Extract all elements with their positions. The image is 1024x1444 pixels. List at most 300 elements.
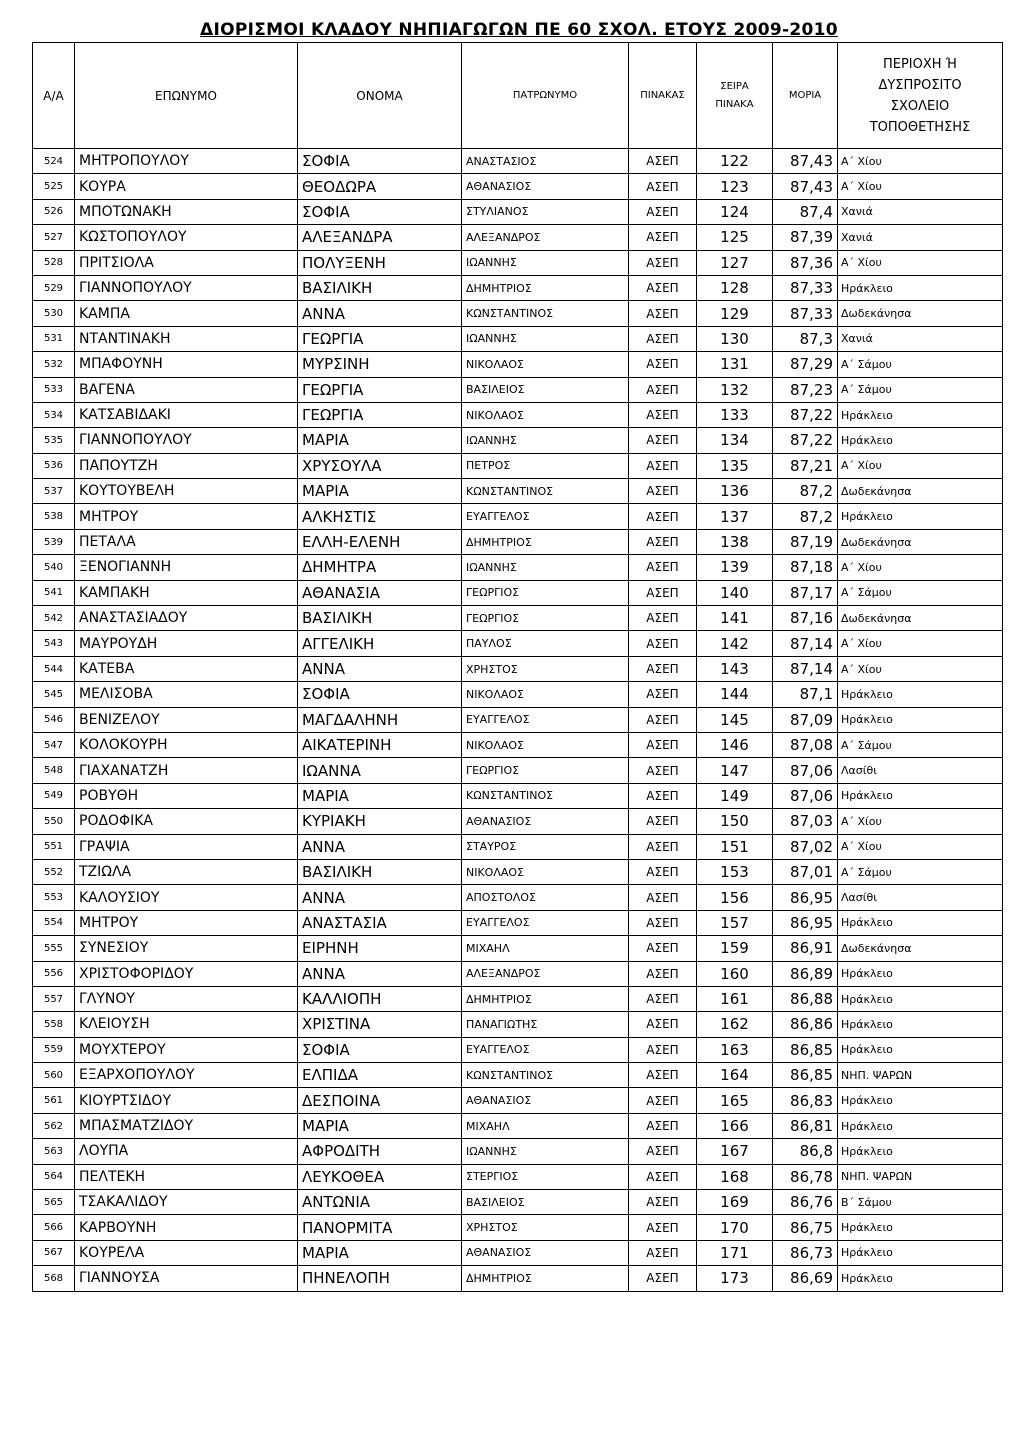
cell-table: ΑΣΕΠ	[629, 301, 697, 326]
cell-series: 127	[697, 250, 773, 275]
cell-aa: 567	[33, 1240, 75, 1265]
cell-aa: 527	[33, 225, 75, 250]
cell-aa: 533	[33, 377, 75, 402]
table-row	[33, 555, 1003, 580]
cell-aa: 551	[33, 834, 75, 859]
cell-table: ΑΣΕΠ	[629, 1139, 697, 1164]
cell-surname: ΜΠΑΦΟΥΝΗ	[75, 352, 298, 377]
cell-series: 171	[697, 1240, 773, 1265]
cell-firstname: ΔΕΣΠΟΙΝΑ	[298, 1088, 462, 1113]
cell-aa: 557	[33, 986, 75, 1011]
cell-firstname: ΕΙΡΗΝΗ	[298, 936, 462, 961]
cell-area: Α΄ Χίου	[838, 809, 1003, 834]
cell-firstname: ΜΥΡΣΙΝΗ	[298, 352, 462, 377]
cell-surname: ΓΙΑΧΑΝΑΤΖΗ	[75, 758, 298, 783]
cell-area: Α΄ Χίου	[838, 149, 1003, 174]
cell-firstname: ΒΑΣΙΛΙΚΗ	[298, 606, 462, 631]
cell-area: Α΄ Σάμου	[838, 580, 1003, 605]
cell-surname: ΚΑΤΣΑΒΙΔΑΚΙ	[75, 402, 298, 427]
cell-surname: ΧΡΙΣΤΟΦΟΡΙΔΟΥ	[75, 961, 298, 986]
cell-father: ΓΕΩΡΓΙΟΣ	[462, 758, 629, 783]
cell-aa: 554	[33, 910, 75, 935]
cell-area: Ηράκλειο	[838, 504, 1003, 529]
cell-points: 87,2	[773, 504, 838, 529]
table-row	[33, 1139, 1003, 1164]
table-row	[33, 1088, 1003, 1113]
cell-table: ΑΣΕΠ	[629, 606, 697, 631]
table-body	[33, 149, 1003, 1292]
cell-firstname: ΜΑΡΙΑ	[298, 479, 462, 504]
cell-father: ΑΘΑΝΑΣΙΟΣ	[462, 809, 629, 834]
cell-firstname: ΘΕΟΔΩΡΑ	[298, 174, 462, 199]
cell-points: 87,1	[773, 682, 838, 707]
cell-table: ΑΣΕΠ	[629, 910, 697, 935]
header-region-line4: ΤΟΠΟΘΕΤΗΣΗΣ	[869, 119, 971, 135]
cell-series: 160	[697, 961, 773, 986]
cell-firstname: ΑΝΝΑ	[298, 885, 462, 910]
cell-table: ΑΣΕΠ	[629, 428, 697, 453]
cell-firstname: ΑΦΡΟΔΙΤΗ	[298, 1139, 462, 1164]
cell-surname: ΤΖΙΩΛΑ	[75, 859, 298, 884]
cell-surname: ΓΙΑΝΝΟΥΣΑ	[75, 1266, 298, 1291]
cell-firstname: ΣΟΦΙΑ	[298, 682, 462, 707]
cell-series: 161	[697, 986, 773, 1011]
cell-firstname: ΣΟΦΙΑ	[298, 149, 462, 174]
cell-series: 165	[697, 1088, 773, 1113]
cell-points: 87,43	[773, 149, 838, 174]
cell-firstname: ΕΛΛΗ-ΕΛΕΝΗ	[298, 529, 462, 554]
table-row	[33, 758, 1003, 783]
table-row	[33, 428, 1003, 453]
header-region-line1: ΠΕΡΙΟΧΗ Ή	[882, 56, 958, 72]
table-row	[33, 377, 1003, 402]
cell-firstname: ΑΘΑΝΑΣΙΑ	[298, 580, 462, 605]
cell-father: ΠΕΤΡΟΣ	[462, 453, 629, 478]
cell-series: 164	[697, 1063, 773, 1088]
cell-points: 87,21	[773, 453, 838, 478]
cell-area: Ηράκλειο	[838, 986, 1003, 1011]
cell-table: ΑΣΕΠ	[629, 149, 697, 174]
cell-aa: 565	[33, 1190, 75, 1215]
cell-points: 86,86	[773, 1012, 838, 1037]
cell-area: Ηράκλειο	[838, 402, 1003, 427]
cell-father: ΚΩΝΣΤΑΝΤΙΝΟΣ	[462, 479, 629, 504]
cell-firstname: ΜΑΡΙΑ	[298, 1113, 462, 1138]
cell-aa: 543	[33, 631, 75, 656]
cell-aa: 526	[33, 199, 75, 224]
cell-table: ΑΣΕΠ	[629, 174, 697, 199]
cell-father: ΜΙΧΑΗΛ	[462, 1113, 629, 1138]
cell-surname: ΡΟΔΟΦΙΚΑ	[75, 809, 298, 834]
cell-aa: 552	[33, 859, 75, 884]
cell-firstname: ΠΑΝΟΡΜΙΤΑ	[298, 1215, 462, 1240]
cell-table: ΑΣΕΠ	[629, 326, 697, 351]
cell-aa: 550	[33, 809, 75, 834]
cell-aa: 558	[33, 1012, 75, 1037]
cell-aa: 555	[33, 936, 75, 961]
cell-area: Α΄ Χίου	[838, 631, 1003, 656]
cell-area: Ηράκλειο	[838, 1012, 1003, 1037]
cell-series: 149	[697, 783, 773, 808]
cell-table: ΑΣΕΠ	[629, 1012, 697, 1037]
cell-table: ΑΣΕΠ	[629, 1113, 697, 1138]
cell-firstname: ΚΥΡΙΑΚΗ	[298, 809, 462, 834]
header-surname: ΕΠΩΝΥΜΟ	[75, 43, 298, 149]
cell-area: Α΄ Χίου	[838, 656, 1003, 681]
cell-points: 86,95	[773, 910, 838, 935]
cell-area: Δωδεκάνησα	[838, 479, 1003, 504]
table-row	[33, 149, 1003, 174]
cell-surname: ΠΕΛΤΕΚΗ	[75, 1164, 298, 1189]
cell-area: Α΄ Σάμου	[838, 377, 1003, 402]
cell-points: 86,85	[773, 1037, 838, 1062]
cell-table: ΑΣΕΠ	[629, 732, 697, 757]
cell-area: Δωδεκάνησα	[838, 301, 1003, 326]
cell-firstname: ΑΝΝΑ	[298, 656, 462, 681]
cell-father: ΠΑΝΑΓΙΩΤΗΣ	[462, 1012, 629, 1037]
cell-aa: 532	[33, 352, 75, 377]
cell-series: 168	[697, 1164, 773, 1189]
cell-father: ΜΙΧΑΗΛ	[462, 936, 629, 961]
cell-surname: ΚΟΛΟΚΟΥΡΗ	[75, 732, 298, 757]
cell-surname: ΓΙΑΝΝΟΠΟΥΛΟΥ	[75, 428, 298, 453]
cell-points: 87,16	[773, 606, 838, 631]
cell-table: ΑΣΕΠ	[629, 859, 697, 884]
cell-aa: 545	[33, 682, 75, 707]
cell-area: Α΄ Σάμου	[838, 732, 1003, 757]
cell-firstname: ΜΑΡΙΑ	[298, 1240, 462, 1265]
cell-firstname: ΑΝΤΩΝΙΑ	[298, 1190, 462, 1215]
cell-father: ΙΩΑΝΝΗΣ	[462, 326, 629, 351]
cell-area: Ηράκλειο	[838, 783, 1003, 808]
cell-father: ΚΩΝΣΤΑΝΤΙΝΟΣ	[462, 301, 629, 326]
cell-points: 87,3	[773, 326, 838, 351]
cell-firstname: ΑΙΚΑΤΕΡΙΝΗ	[298, 732, 462, 757]
table-row	[33, 301, 1003, 326]
header-father: ΠΑΤΡΩΝΥΜΟ	[462, 43, 629, 149]
cell-series: 166	[697, 1113, 773, 1138]
cell-table: ΑΣΕΠ	[629, 707, 697, 732]
cell-area: Ηράκλειο	[838, 1037, 1003, 1062]
cell-table: ΑΣΕΠ	[629, 1240, 697, 1265]
table-row	[33, 682, 1003, 707]
cell-series: 141	[697, 606, 773, 631]
cell-aa: 536	[33, 453, 75, 478]
cell-area: Λασίθι	[838, 758, 1003, 783]
cell-surname: ΠΡΙΤΣΙΟΛΑ	[75, 250, 298, 275]
cell-area: Ηράκλειο	[838, 275, 1003, 300]
table-row	[33, 1012, 1003, 1037]
cell-father: ΝΙΚΟΛΑΟΣ	[462, 732, 629, 757]
cell-firstname: ΧΡΥΣΟΥΛΑ	[298, 453, 462, 478]
cell-aa: 561	[33, 1088, 75, 1113]
table-row	[33, 986, 1003, 1011]
cell-series: 139	[697, 555, 773, 580]
table-row	[33, 1164, 1003, 1189]
cell-area: Ηράκλειο	[838, 428, 1003, 453]
cell-father: ΑΝΑΣΤΑΣΙΟΣ	[462, 149, 629, 174]
cell-points: 87,06	[773, 758, 838, 783]
cell-series: 163	[697, 1037, 773, 1062]
cell-aa: 537	[33, 479, 75, 504]
cell-surname: ΓΡΑΨΙΑ	[75, 834, 298, 859]
cell-area: Ηράκλειο	[838, 1088, 1003, 1113]
cell-aa: 524	[33, 149, 75, 174]
cell-series: 167	[697, 1139, 773, 1164]
cell-surname: ΚΟΥΡΑ	[75, 174, 298, 199]
cell-points: 87,43	[773, 174, 838, 199]
table-row	[33, 1190, 1003, 1215]
cell-area: Χανιά	[838, 326, 1003, 351]
cell-surname: ΠΑΠΟΥΤΖΗ	[75, 453, 298, 478]
header-region-line2: ΔΥΣΠΡΟΣΙΤΟ	[878, 77, 962, 93]
cell-points: 86,85	[773, 1063, 838, 1088]
cell-father: ΑΘΑΝΑΣΙΟΣ	[462, 1240, 629, 1265]
cell-table: ΑΣΕΠ	[629, 783, 697, 808]
cell-father: ΧΡΗΣΤΟΣ	[462, 656, 629, 681]
cell-father: ΚΩΝΣΤΑΝΤΙΝΟΣ	[462, 783, 629, 808]
cell-series: 144	[697, 682, 773, 707]
cell-points: 87,08	[773, 732, 838, 757]
cell-series: 157	[697, 910, 773, 935]
cell-series: 153	[697, 859, 773, 884]
cell-father: ΝΙΚΟΛΑΟΣ	[462, 682, 629, 707]
cell-firstname: ΔΗΜΗΤΡΑ	[298, 555, 462, 580]
cell-father: ΑΛΕΞΑΝΔΡΟΣ	[462, 225, 629, 250]
table-row	[33, 936, 1003, 961]
cell-area: Δωδεκάνησα	[838, 529, 1003, 554]
cell-points: 87,23	[773, 377, 838, 402]
cell-points: 86,69	[773, 1266, 838, 1291]
cell-points: 87,18	[773, 555, 838, 580]
cell-aa: 548	[33, 758, 75, 783]
table-row	[33, 199, 1003, 224]
cell-points: 86,78	[773, 1164, 838, 1189]
cell-firstname: ΜΑΡΙΑ	[298, 783, 462, 808]
cell-surname: ΒΑΓΕΝΑ	[75, 377, 298, 402]
cell-father: ΔΗΜΗΤΡΙΟΣ	[462, 986, 629, 1011]
cell-firstname: ΛΕΥΚΟΘΕΑ	[298, 1164, 462, 1189]
cell-aa: 529	[33, 275, 75, 300]
cell-surname: ΚΛΕΙΟΥΣΗ	[75, 1012, 298, 1037]
table-row	[33, 809, 1003, 834]
cell-area: Χανιά	[838, 225, 1003, 250]
header-series	[697, 43, 773, 149]
cell-surname: ΚΙΟΥΡΤΣΙΔΟΥ	[75, 1088, 298, 1113]
cell-aa: 547	[33, 732, 75, 757]
cell-aa: 530	[33, 301, 75, 326]
cell-table: ΑΣΕΠ	[629, 885, 697, 910]
cell-table: ΑΣΕΠ	[629, 555, 697, 580]
cell-firstname: ΒΑΣΙΛΙΚΗ	[298, 859, 462, 884]
cell-father: ΒΑΣΙΛΕΙΟΣ	[462, 1190, 629, 1215]
cell-aa: 534	[33, 402, 75, 427]
cell-points: 87,06	[773, 783, 838, 808]
cell-series: 129	[697, 301, 773, 326]
cell-area: ΝΗΠ. ΨΑΡΩΝ	[838, 1063, 1003, 1088]
cell-series: 130	[697, 326, 773, 351]
cell-table: ΑΣΕΠ	[629, 504, 697, 529]
cell-series: 124	[697, 199, 773, 224]
cell-father: ΚΩΝΣΤΑΝΤΙΝΟΣ	[462, 1063, 629, 1088]
cell-points: 86,8	[773, 1139, 838, 1164]
cell-table: ΑΣΕΠ	[629, 529, 697, 554]
table-row	[33, 1240, 1003, 1265]
cell-surname: ΓΙΑΝΝΟΠΟΥΛΟΥ	[75, 275, 298, 300]
cell-firstname: ΑΝΝΑ	[298, 834, 462, 859]
cell-surname: ΓΛΥΝΟΥ	[75, 986, 298, 1011]
table-row	[33, 174, 1003, 199]
cell-table: ΑΣΕΠ	[629, 352, 697, 377]
cell-points: 87,14	[773, 656, 838, 681]
cell-father: ΓΕΩΡΓΙΟΣ	[462, 580, 629, 605]
cell-table: ΑΣΕΠ	[629, 834, 697, 859]
cell-table: ΑΣΕΠ	[629, 656, 697, 681]
table-row	[33, 1113, 1003, 1138]
cell-points: 87,36	[773, 250, 838, 275]
cell-father: ΣΤΥΛΙΑΝΟΣ	[462, 199, 629, 224]
cell-surname: ΜΟΥΧΤΕΡΟΥ	[75, 1037, 298, 1062]
cell-series: 170	[697, 1215, 773, 1240]
table-row	[33, 783, 1003, 808]
table-row	[33, 1215, 1003, 1240]
cell-father: ΒΑΣΙΛΕΙΟΣ	[462, 377, 629, 402]
header-series-line2: ΠΙΝΑΚΑ	[715, 98, 754, 110]
cell-area: Λασίθι	[838, 885, 1003, 910]
cell-surname: ΤΣΑΚΑΛΙΔΟΥ	[75, 1190, 298, 1215]
cell-aa: 549	[33, 783, 75, 808]
cell-firstname: ΕΛΠΙΔΑ	[298, 1063, 462, 1088]
cell-father: ΑΠΟΣΤΟΛΟΣ	[462, 885, 629, 910]
cell-father: ΔΗΜΗΤΡΙΟΣ	[462, 529, 629, 554]
table-row	[33, 479, 1003, 504]
cell-series: 133	[697, 402, 773, 427]
cell-points: 87,19	[773, 529, 838, 554]
cell-area: Α΄ Χίου	[838, 250, 1003, 275]
cell-surname: ΒΕΝΙΖΕΛΟΥ	[75, 707, 298, 732]
cell-table: ΑΣΕΠ	[629, 631, 697, 656]
cell-table: ΑΣΕΠ	[629, 1190, 697, 1215]
cell-aa: 541	[33, 580, 75, 605]
cell-series: 143	[697, 656, 773, 681]
cell-aa: 528	[33, 250, 75, 275]
cell-surname: ΚΩΣΤΟΠΟΥΛΟΥ	[75, 225, 298, 250]
cell-aa: 535	[33, 428, 75, 453]
cell-aa: 546	[33, 707, 75, 732]
cell-father: ΔΗΜΗΤΡΙΟΣ	[462, 275, 629, 300]
cell-father: ΙΩΑΝΝΗΣ	[462, 250, 629, 275]
cell-series: 159	[697, 936, 773, 961]
cell-points: 86,75	[773, 1215, 838, 1240]
cell-area: Α΄ Σάμου	[838, 859, 1003, 884]
cell-father: ΑΘΑΝΑΣΙΟΣ	[462, 174, 629, 199]
cell-points: 87,17	[773, 580, 838, 605]
cell-series: 151	[697, 834, 773, 859]
cell-surname: ΚΑΛΟΥΣΙΟΥ	[75, 885, 298, 910]
cell-firstname: ΙΩΑΝΝΑ	[298, 758, 462, 783]
cell-father: ΣΤΑΥΡΟΣ	[462, 834, 629, 859]
cell-table: ΑΣΕΠ	[629, 1037, 697, 1062]
cell-father: ΧΡΗΣΤΟΣ	[462, 1215, 629, 1240]
table-row	[33, 859, 1003, 884]
cell-surname: ΚΑΡΒΟΥΝΗ	[75, 1215, 298, 1240]
cell-series: 147	[697, 758, 773, 783]
table-row	[33, 352, 1003, 377]
cell-surname: ΜΑΥΡΟΥΔΗ	[75, 631, 298, 656]
table-row	[33, 250, 1003, 275]
cell-firstname: ΠΟΛΥΞΕΝΗ	[298, 250, 462, 275]
cell-area: Ηράκλειο	[838, 961, 1003, 986]
header-points: ΜΟΡΙΑ	[773, 43, 838, 149]
cell-points: 87,09	[773, 707, 838, 732]
header-row	[33, 43, 1003, 149]
cell-area: Χανιά	[838, 199, 1003, 224]
cell-father: ΝΙΚΟΛΑΟΣ	[462, 352, 629, 377]
cell-area: Α΄ Χίου	[838, 834, 1003, 859]
cell-series: 173	[697, 1266, 773, 1291]
cell-series: 140	[697, 580, 773, 605]
cell-points: 87,02	[773, 834, 838, 859]
cell-area: Ηράκλειο	[838, 1215, 1003, 1240]
cell-series: 156	[697, 885, 773, 910]
header-firstname: ΟΝΟΜΑ	[298, 43, 462, 149]
cell-father: ΝΙΚΟΛΑΟΣ	[462, 402, 629, 427]
cell-series: 132	[697, 377, 773, 402]
cell-surname: ΡΟΒΥΘΗ	[75, 783, 298, 808]
cell-series: 150	[697, 809, 773, 834]
cell-points: 87,29	[773, 352, 838, 377]
cell-firstname: ΑΝΝΑ	[298, 301, 462, 326]
cell-series: 123	[697, 174, 773, 199]
cell-surname: ΛΟΥΠΑ	[75, 1139, 298, 1164]
cell-table: ΑΣΕΠ	[629, 986, 697, 1011]
cell-aa: 559	[33, 1037, 75, 1062]
cell-table: ΑΣΕΠ	[629, 1063, 697, 1088]
cell-surname: ΚΑΜΠΑ	[75, 301, 298, 326]
cell-table: ΑΣΕΠ	[629, 250, 697, 275]
table-row	[33, 885, 1003, 910]
cell-points: 86,95	[773, 885, 838, 910]
cell-points: 87,14	[773, 631, 838, 656]
cell-aa: 560	[33, 1063, 75, 1088]
cell-points: 86,91	[773, 936, 838, 961]
cell-father: ΙΩΑΝΝΗΣ	[462, 1139, 629, 1164]
cell-father: ΕΥΑΓΓΕΛΟΣ	[462, 504, 629, 529]
cell-father: ΕΥΑΓΓΕΛΟΣ	[462, 910, 629, 935]
header-series-line1: ΣΕΙΡΑ	[720, 80, 749, 92]
table-row	[33, 1063, 1003, 1088]
cell-series: 125	[697, 225, 773, 250]
cell-points: 86,76	[773, 1190, 838, 1215]
cell-area: ΝΗΠ. ΨΑΡΩΝ	[838, 1164, 1003, 1189]
page-title: ΔΙΟΡΙΣΜΟΙ ΚΛΑΔΟΥ ΝΗΠΙΑΓΩΓΩΝ ΠΕ 60 ΣΧΟΛ. ΕΤΟΥΣ 2009-2010	[200, 20, 838, 40]
cell-series: 145	[697, 707, 773, 732]
cell-points: 87,22	[773, 428, 838, 453]
cell-father: ΔΗΜΗΤΡΙΟΣ	[462, 1266, 629, 1291]
cell-points: 86,89	[773, 961, 838, 986]
cell-area: Ηράκλειο	[838, 1266, 1003, 1291]
cell-firstname: ΜΑΓΔΑΛΗΝΗ	[298, 707, 462, 732]
cell-firstname: ΣΟΦΙΑ	[298, 1037, 462, 1062]
table-row	[33, 453, 1003, 478]
table-row	[33, 834, 1003, 859]
cell-table: ΑΣΕΠ	[629, 225, 697, 250]
table-row	[33, 1037, 1003, 1062]
cell-surname: ΚΟΥΤΟΥΒΕΛΗ	[75, 479, 298, 504]
cell-series: 131	[697, 352, 773, 377]
cell-series: 137	[697, 504, 773, 529]
cell-series: 138	[697, 529, 773, 554]
